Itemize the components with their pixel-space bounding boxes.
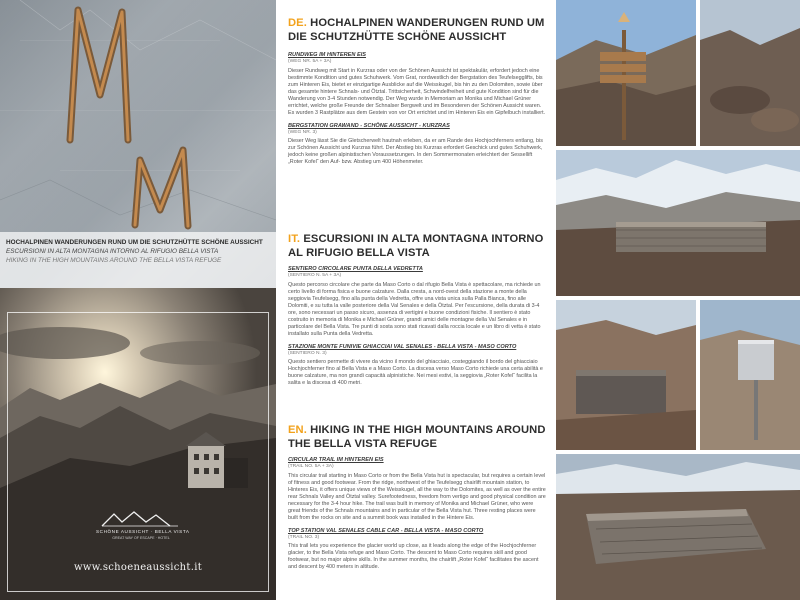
logo-wordmark: SCHÖNE AUSSICHT · BELLA VISTA xyxy=(96,529,190,534)
text-column xyxy=(276,0,556,600)
route-name: SENTIERO CIRCOLARE PUNTA DELLA VEDRETTA xyxy=(288,266,423,272)
stone-wall-panorama-photo xyxy=(556,454,800,600)
section-german xyxy=(288,0,546,166)
rocks-photo xyxy=(700,0,800,146)
cover-panel xyxy=(0,0,276,600)
route-name: TOP STATION VAL SENALES CABLE CAR - BELLA VISTA - MASO CORTO xyxy=(288,527,484,534)
trail-number: (SENTIERO N. 5A + 3A) xyxy=(288,273,342,278)
cover-caption xyxy=(0,232,276,288)
photo-frame xyxy=(7,312,269,592)
route-name: STAZIONE MONTE FUNIVIE GHIACCIAI VAL SENALES - BELLA VISTA - MASO CORTO xyxy=(288,343,517,350)
mountain-logo-icon xyxy=(100,510,180,528)
section-title: IT. ESCURSIONI IN ALTA MONTAGNA INTORNO AL RIFUGIO BELLA VISTA xyxy=(288,233,544,259)
trail-number: (SENTIERO N. 3) xyxy=(288,350,327,356)
route-description: Dieser Rundweg mit Start in Kurzras oder von der Schönen Aussicht ist spektakulär, erfordert jedoch eine bestimmte Kondition und gutes Schuhwerk. Vom Grat, nordwestlich der Bergstation des Teufelsegglifts, bis zum Hinteren Eis, bietet er einzigartige Ausblicke auf die Weisskugel, bis hin zu den Dolomiten, sowie über das gesamte hintere Schnals- und Ötztal. Trittsicherheit, Schwindelfreiheit und gute Kondition sind für die Wanderung von 3-4 Stunden notwendig. Der Weg wurde in Memoriam an Monika und Michael Grüner errichtet, welche große Freunde der Schnalser Bergwelt und im Besonderen der Schönen Aussicht waren. Es wurden 3 Rastplätze aus dem Gestein von vor Ort errichtet und im Hinteren Eis ein Gipfelbuch installiert. xyxy=(288,67,546,116)
caption-german: HOCHALPINEN WANDERUNGEN RUND UM DIE SCHUTZHÜTTE SCHÖNE AUSSICHT xyxy=(6,239,263,246)
stone-bench-glacier-photo xyxy=(556,150,800,296)
engraved-stone-image xyxy=(0,0,276,288)
route-description: Dieser Weg lässt Sie die Gletscherwelt hautnah erleben, da er am Rande des Hochjochferners entlang, bis zur Schönen Aussicht und Kurzras führt. Der Abstieg bis Kurzras erfordert Geschick und gutes Schuhwerk, jedoch keine großen alpinistischen Voraussetzungen. In den Sommermonaten erleichtert der Sessellift „Roter Kofel“ den Auf- bzw. Abstieg um 400 Höhenmeter. xyxy=(288,138,543,165)
photo-column xyxy=(556,0,800,600)
caption-italian: ESCURSIONI IN ALTA MONTAGNA INTORNO AL RIFUGIO BELLA VISTA xyxy=(6,248,219,255)
summit-book-box-photo xyxy=(700,300,800,450)
trail-number: (TRAIL NO. 5A + 3A) xyxy=(288,464,334,469)
section-italian xyxy=(288,233,546,387)
trail-number: (TRAIL NO. 3) xyxy=(288,534,320,540)
section-title: EN. HIKING IN THE HIGH MOUNTAINS AROUND THE BELLA VISTA REFUGE xyxy=(288,424,546,450)
stone-seat-photo xyxy=(556,300,696,450)
route-description: Questo sentiero permette di vivere da vicino il mondo del ghiacciaio, costeggiando il bordo del ghiacciaio Hochjochferner fino al Bella Vista e a Maso Corto. La discesa verso Maso Corto richiede una certa abilità e buone calzature, ma non grandi capacità alpinistiche. Nei mesi estivi, la seggiovia „Roter Kofel“ facilita la salita e la discesa di 400 metri. xyxy=(288,359,543,386)
route-name: RUNDWEG IM HINTEREN EIS xyxy=(288,52,367,58)
trail-number: (WEG NR. 3) xyxy=(288,129,317,135)
trail-number: (WEG NR. 5A + 3A) xyxy=(288,59,332,64)
section-english xyxy=(288,424,546,571)
logo-tagline: GREAT WAY OF ESCAPE · HOTEL xyxy=(112,536,170,540)
route-name: BERGSTATION GRAWAND - SCHÖNE AUSSICHT - KURZRAS xyxy=(288,122,450,129)
website-url[interactable]: www.schoeneaussicht.it xyxy=(73,562,203,573)
route-description: This circular trail starting in Maso Corto or from the Bella Vista hut is spectacular, but requires a certain level of fitness and good footwear. From the ridge, northwest of the Teufelsegg chairlift mountain station, to Hinteres Eis, it offers unique views of the Weisskugel, all the way to the Dolomites, as well as over the entire rear Schnals Valley and Ötztal valley. Surefootedness, freedom from vertigo and good physical condition are necessary for the 3-4 hour hike. The trail was built in memory of Monika and Michael Grüner, who were great friends of the Schnals mountains and in particular of the Bella Vista hut. Three resting places were built from the rocks on site and a summit book was installed in the Hintere Eis. xyxy=(288,472,546,521)
route-description: Questo percorso circolare che parte da Maso Corto o dal rifugio Bella Vista è spettacolare, ma richiede un certo livello di forma fisica e buone calzature. Dalla cresta, a nord-ovest della stazione a monte della seggiovia Teufelsegg, fino alla punta della Vedretta, offre una vista unica sulla Palla Bianca, fino alle Dolomiti, e su tutta la valle posteriore della Val Senales e della Ötztal. Per l'escursione, della durata di 3-4 ore, sono necessari un passo sicuro, assenza di vertigini e buone condizioni fisiche. Il sentiero è stato costruito in memoria di Monika e Michael Grüner, grandi amici delle montagne della Val Senales e in particolare del Bella Vista. Tre punti di sosta sono stati ricavati dalla roccia locale e un libro di vetta è stato installato sulla Punta della Vedretta. xyxy=(288,281,541,337)
caption-english: HIKING IN THE HIGH MOUNTAINS AROUND THE BELLA VISTA REFUGE xyxy=(6,257,222,264)
signpost-photo xyxy=(556,0,696,146)
route-name: CIRCULAR TRAIL IM HINTEREN EIS xyxy=(288,457,384,463)
section-title: DE. HOCHALPINEN WANDERUNGEN RUND UM DIE SCHUTZHÜTTE SCHÖNE AUSSICHT xyxy=(288,17,545,43)
route-description: This trail lets you experience the glacier world up close, as it leads along the edge of the Hochjochferner glacier, to the Bella Vista refuge and Maso Corto. The descent to Maso Corto requires skill and good footwear, but no major alpine skills. In the summer months, the chairlift „Roter Kofel“ facilitates the ascent and descent by 400 meters in altitude. xyxy=(288,543,539,570)
